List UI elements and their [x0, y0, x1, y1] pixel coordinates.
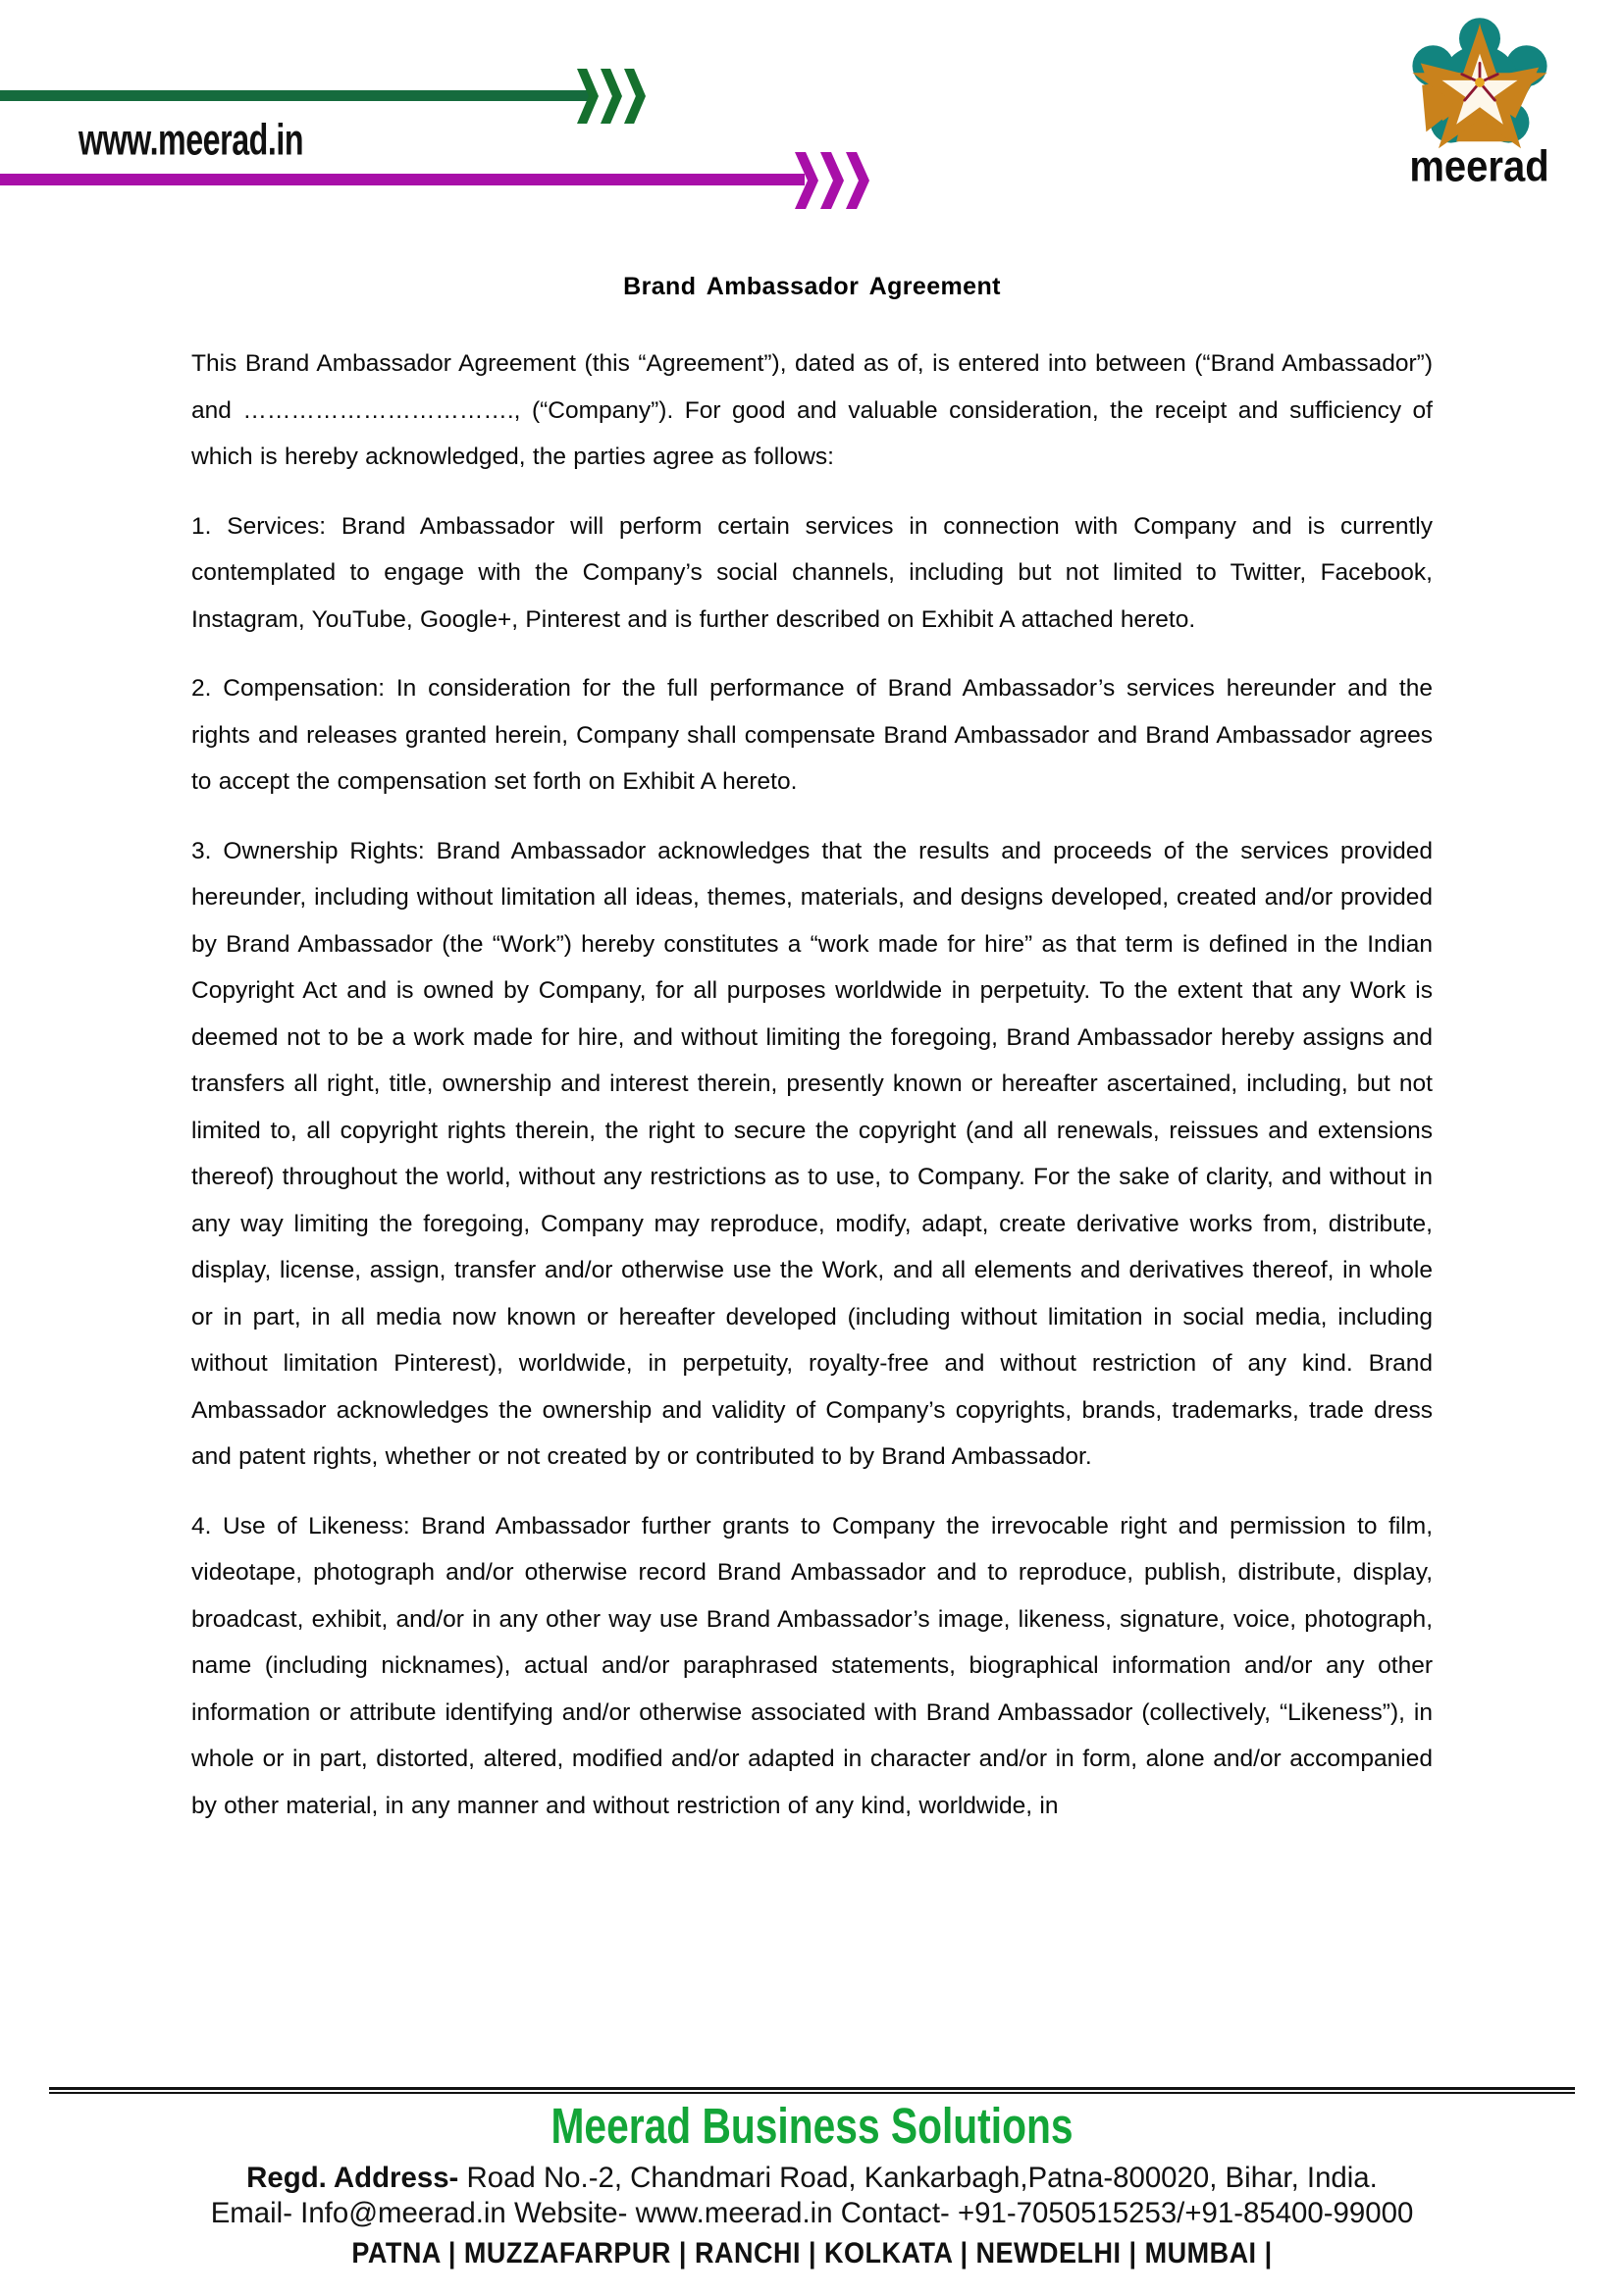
paragraph-section-3-ownership-rights: 3. Ownership Rights: Brand Ambassador acknowledges that the results and proceeds of the services provided hereunder, including without limitation all ideas, themes, materials, and designs developed, created and/or provided by Brand Ambassador (the “Work”) hereby constitutes a “work made for hire” as that term is defined in the Indian Copyright Act and is owned by Company, for all purposes worldwide in perpetuity. To the extent that any Work is deemed not to be a work made for hire, and without limiting the foregoing, Brand Ambassador hereby assigns and transfers all right, title, ownership and interest therein, presently known or hereafter ascertained, including, but not limited to, all copyright rights therein, the right to secure the copyright (and all renewals, reissues and extensions thereof) throughout the world, without any restrictions as to use, to Company. For the sake of clarity, and without in any way limiting the foregoing, Company may reproduce, modify, adapt, create derivative works from, distribute, display, license, assign, transfer and/or otherwise use the Work, and all elements and derivatives thereof, in whole or in part, in all media now known or hereafter developed (including without limitation in social media, including without limitation Pinterest), worldwide, in perpetuity, royalty-free and without restriction of any kind. Brand Ambassador acknowledges the ownership and validity of Company’s copyrights, brands, trademarks, trade dress and patent rights, whether or not created by or contributed to by Brand Ambassador.	[191, 837, 1433, 1470]
chevron-right-icon	[795, 152, 818, 209]
footer-address-line	[17, 2161, 1608, 2197]
footer-divider-bottom	[49, 2092, 1575, 2094]
purple-chevron-group	[795, 152, 871, 209]
chevron-right-icon	[820, 152, 844, 209]
paragraph-intro: This Brand Ambassador Agreement (this “Agreement”), dated as of, is entered into between (“Brand Ambassador”) and ……………………………., (“Company”). For good and valuable consideration, the receipt and sufficiency of which is hereby acknowledged, the parties agree as follows:	[191, 350, 1433, 470]
chevron-right-icon	[577, 69, 599, 124]
footer-company-name: Meerad Business Solutions	[550, 2097, 1074, 2154]
chevron-right-icon	[846, 152, 869, 209]
flower-logo-icon	[1411, 14, 1548, 151]
footer-divider-top	[49, 2087, 1575, 2090]
logo-wordmark: meerad	[1409, 142, 1549, 191]
page-footer	[0, 2087, 1624, 2296]
chevron-right-icon	[624, 69, 646, 124]
purple-arrow-graphic	[0, 152, 932, 207]
paragraph-section-2-compensation: 2. Compensation: In consideration for the full performance of Brand Ambassador’s services hereunder and the rights and releases granted herein, Company shall compensate Brand Ambassador and Brand Ambassador agrees to accept the compensation set forth on Exhibit A hereto.	[191, 675, 1433, 795]
green-arrow-bar	[0, 90, 589, 101]
brand-logo	[1388, 14, 1570, 189]
page-header	[0, 0, 1624, 245]
paragraph-section-4-use-of-likeness: 4. Use of Likeness: Brand Ambassador further grants to Company the irrevocable right and permission to film, videotape, photograph and/or otherwise record Brand Ambassador and to reproduce, publish, distribute, display, broadcast, exhibit, and/or in any other way use Brand Ambassador’s image, likeness, signature, voice, photograph, name (including nicknames), actual and/or paraphrased statements, biographical information and/or any other information or attribute identifying and/or otherwise associated with Brand Ambassador (collectively, “Likeness”), in whole or in part, distorted, altered, modified and/or adapted in character and/or in form, alone and/or accompanied by other material, in any manner and without restriction of any kind, worldwide, in	[191, 1512, 1433, 1819]
footer-cities-line: PATNA | MUZZAFARPUR | RANCHI | KOLKATA | NEWDELHI | MUMBAI |	[351, 2236, 1273, 2270]
page-title: Brand Ambassador Agreement	[623, 273, 1001, 300]
footer-address-label: Regd. Address-	[246, 2161, 459, 2194]
footer-address-value: Road No.-2, Chandmari Road, Kankarbagh,Patna-800020, Bihar, India.	[458, 2161, 1378, 2194]
document-body	[191, 273, 1433, 1829]
chevron-right-icon	[601, 69, 622, 124]
footer-contact-line: Email- Info@meerad.in Website- www.meerad.in Contact- +91-7050515253/+91-85400-99000	[210, 2197, 1414, 2230]
purple-arrow-bar	[0, 174, 805, 185]
site-url-text: www.meerad.in	[79, 116, 304, 165]
green-chevron-group	[577, 69, 648, 124]
paragraph-section-1-services: 1. Services: Brand Ambassador will perform certain services in connection with Company and is currently contemplated to engage with the Company’s social channels, including but not limited to Twitter, Facebook, Instagram, YouTube, Google+, Pinterest and is further described on Exhibit A attached hereto.	[191, 512, 1433, 633]
